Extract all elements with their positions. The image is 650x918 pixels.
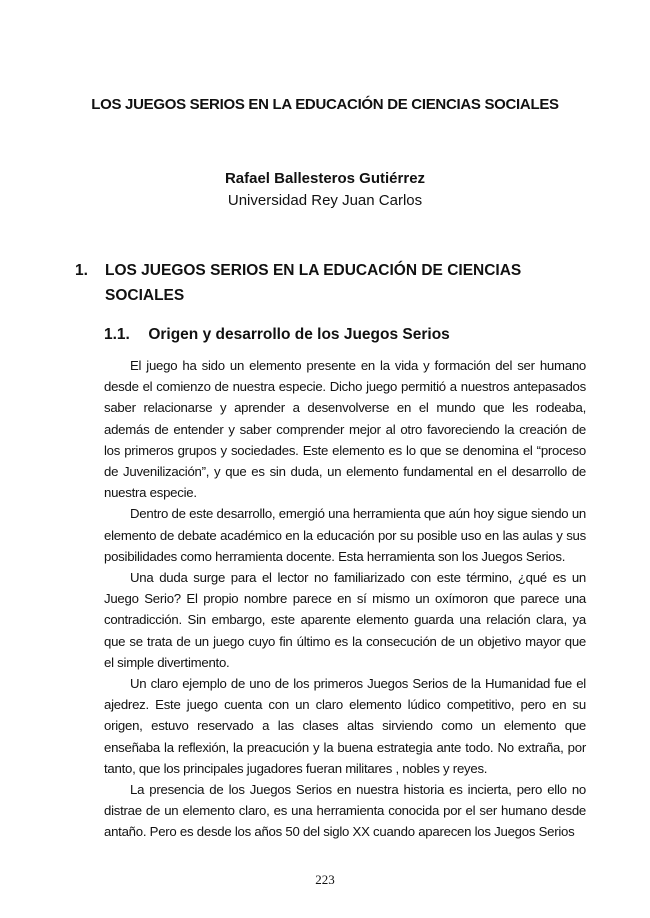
paragraph-5: La presencia de los Juegos Serios en nuestra historia es incierta, pero ello no distrae de un elemento claro, es una herramienta conocida por el ser humano desde antaño. Pero es desde los años 50 del siglo XX cuando aparecen los Juegos Serios — [104, 782, 586, 840]
section-title: LOS JUEGOS SERIOS EN LA EDUCACIÓN DE CIENCIAS SOCIALES — [105, 262, 522, 304]
subsection-number: 1.1. — [104, 326, 130, 343]
author-affiliation: Universidad Rey Juan Carlos — [227, 192, 423, 209]
body-text — [104, 355, 586, 843]
section-heading — [75, 258, 545, 308]
section-number: 1. — [75, 262, 88, 279]
paragraph-3: Una duda surge para el lector no familiarizado con este término, ¿qué es un Juego Serio? El propio nombre parece en sí mismo un oxímoron que parece una contradicción. Sin embargo, este aparente elemento guarda una relación clara, ya que se trata de un juego cuyo fin último es la consecución de un objetivo mayor que el simple divertimento. — [104, 570, 586, 670]
paper-title: LOS JUEGOS SERIOS EN LA EDUCACIÓN DE CIENCIAS SOCIALES — [91, 96, 559, 113]
paragraph-2: Dentro de este desarrollo, emergió una herramienta que aún hoy sigue siendo un elemento de debate académico en la educación por su posible uso en las aulas y sus posibilidades como herramienta docente. Esta herramienta son los Juegos Serios. — [104, 506, 586, 564]
paragraph-1: El juego ha sido un elemento presente en la vida y formación del ser humano desde el comienzo de nuestra especie. Dicho juego permitió a nuestros antepasados saber relacionarse y aprender a desenvolverse en el mundo que les rodeaba, además de entender y saber comprender mejor al otro favoreciendo la creación de los primeros grupos y sociedades. Este elemento es lo que se denomina el “proceso de Juvenilización”, y que es sin duda, un elemento fundamental en el desarrollo de nuestra especie. — [104, 358, 586, 501]
page-number: 223 — [315, 872, 335, 887]
paragraph-4: Un claro ejemplo de uno de los primeros Juegos Serios de la Humanidad fue el ajedrez. Este juego cuenta con un claro elemento lúdico competitivo, pero en su origen, estuvo reservado a las clases altas sirviendo como un elemento que enseñaba la reflexión, la preacución y la buena estrategia ante todo. No extraña, por tanto, que los principales jugadores fueran militares , nobles y reyes. — [104, 676, 586, 776]
author-name: Rafael Ballesteros Gutiérrez — [224, 170, 426, 187]
subsection-heading — [104, 326, 584, 344]
subsection-title: Origen y desarrollo de los Juegos Serios — [148, 326, 450, 343]
